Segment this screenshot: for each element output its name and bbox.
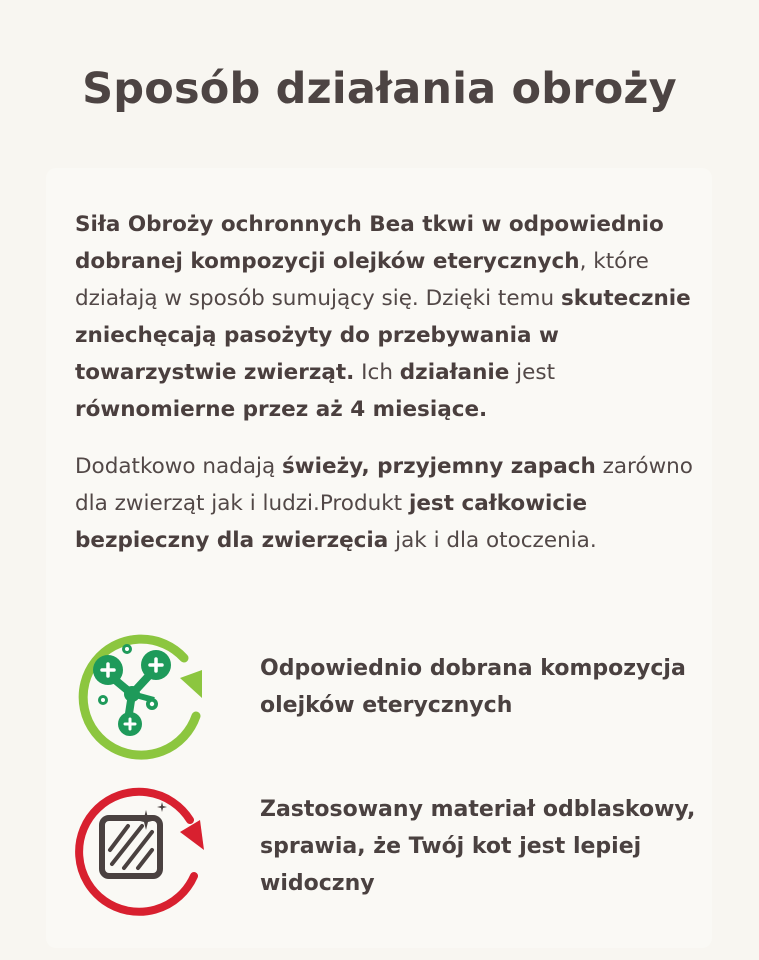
reflective-material-icon (72, 780, 212, 920)
feature-item-reflective (72, 780, 712, 920)
text-run: Dodatkowo nadają (75, 454, 282, 479)
bold-text-run: działanie (399, 360, 510, 385)
bold-text-run: Siła Obroży ochronnych Bea tkwi w odpowiednio dobranej kompozycji olejków eterycznych (75, 212, 664, 274)
intro-paragraph-2 (75, 448, 695, 559)
text-run: , które działają w sposób sumujący się. Dzięki temu (75, 249, 649, 311)
feature-label: Odpowiednio dobrana kompozycja olejków eterycznych (260, 656, 686, 718)
text-run: Ich (354, 360, 400, 385)
essential-oil-molecule-icon (72, 620, 212, 760)
bold-text-run: jest całkowicie bezpieczny dla zwierzęcia (75, 491, 588, 553)
text-run: zarówno dla zwierząt jak i ludzi.Produkt (75, 454, 693, 516)
bold-text-run: równomierne przez aż 4 miesiące. (75, 397, 488, 422)
bold-text-run: świeży, przyjemny zapach (281, 454, 596, 479)
feature-label: Zastosowany materiał odblaskowy, sprawia, że Twój kot jest lepiej widoczny (260, 797, 696, 896)
intro-paragraph-1 (75, 206, 695, 428)
feature-item-oils (72, 620, 712, 760)
text-run: jak i dla otoczenia. (388, 528, 597, 553)
text-run: jest (509, 360, 555, 385)
page-title: Sposób działania obroży (82, 64, 677, 114)
bold-text-run: skutecznie zniechęcają pasożyty do przebywania w towarzystwie zwierząt. (75, 286, 691, 385)
